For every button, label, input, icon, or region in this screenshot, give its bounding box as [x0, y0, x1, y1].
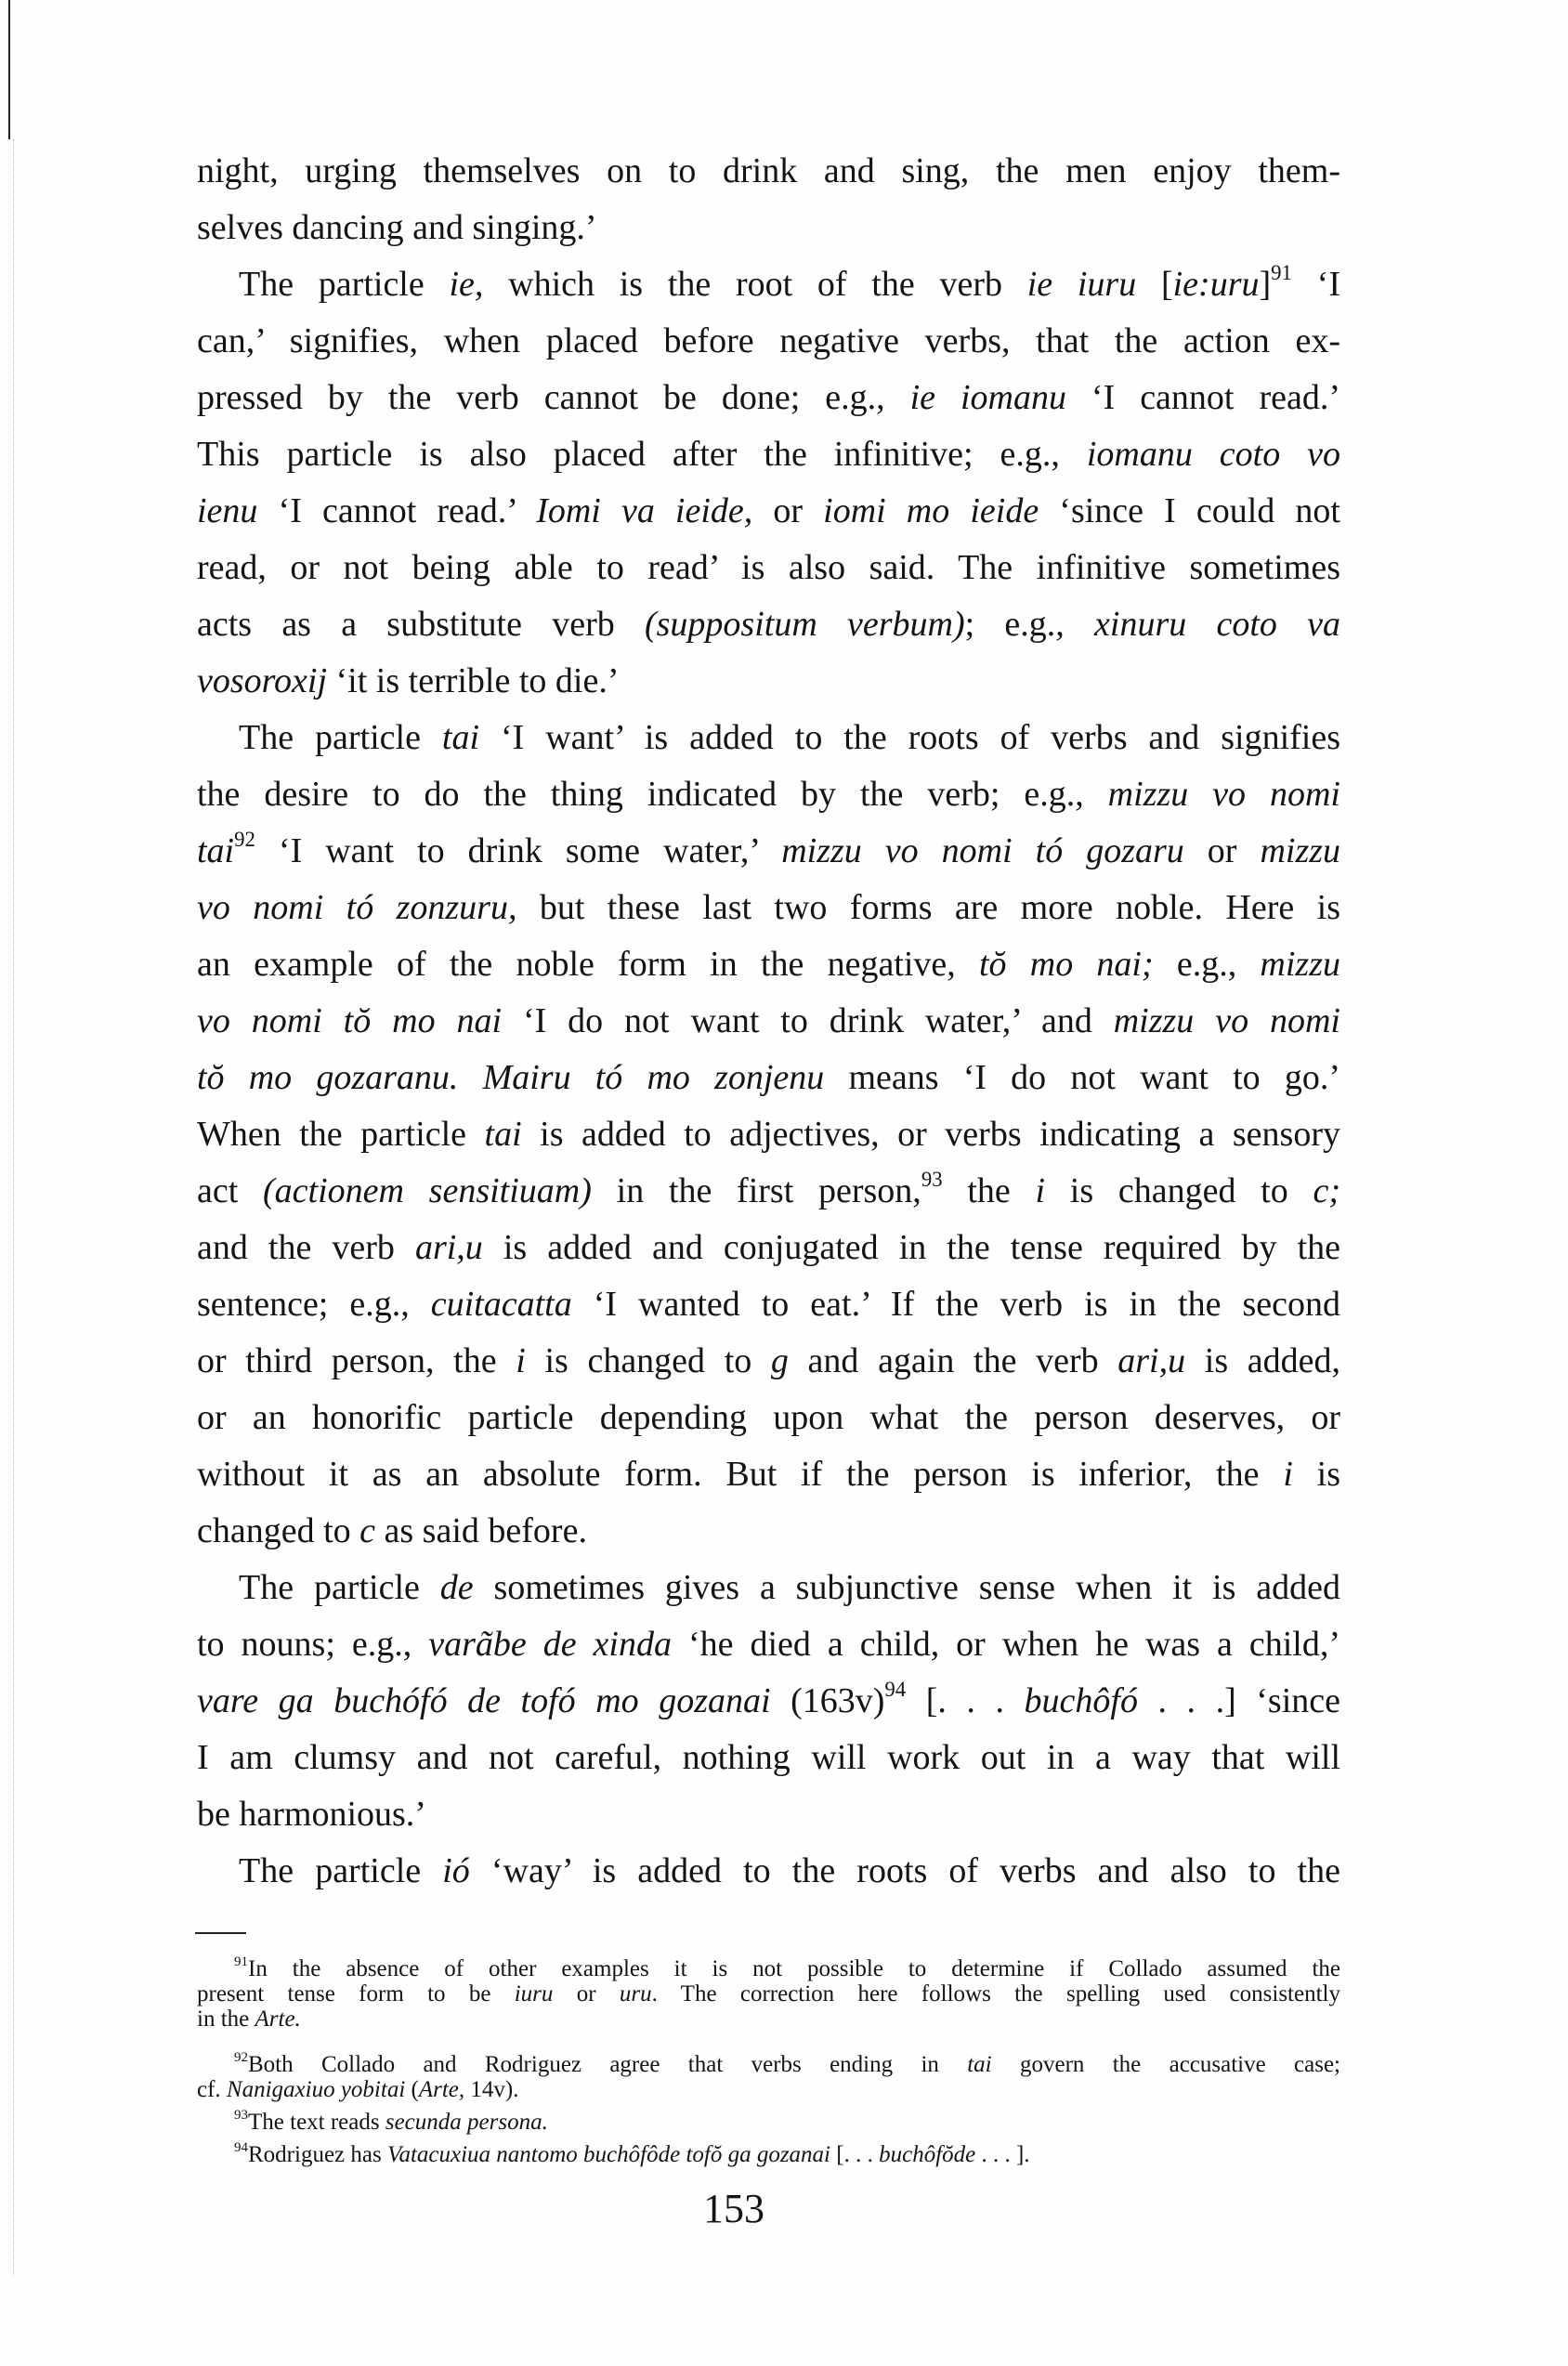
text-run: In the absence of other examples it is not possible to determine if Collado assumed the — [248, 1956, 1340, 1981]
footnote-reference: 93 — [921, 1167, 943, 1191]
text-line — [197, 256, 1340, 313]
text-run: [ — [1136, 265, 1173, 304]
text-run: ‘I wanted to eat.’ If the verb is in the second — [571, 1285, 1340, 1324]
italic-term: ie:uru — [1172, 265, 1260, 304]
text-line — [197, 1503, 1340, 1560]
text-run: The particle — [239, 718, 442, 757]
italic-term: Nanigaxiuo yobitai — [226, 2077, 406, 2102]
text-line — [197, 426, 1340, 483]
footnote-line — [197, 2007, 1340, 2032]
italic-term: ió — [442, 1851, 470, 1890]
text-run: The particle — [239, 1851, 443, 1890]
text-run: in the — [197, 2007, 255, 2032]
text-run: sometimes gives a subjunctive sense when it is added — [473, 1568, 1340, 1607]
text-line — [197, 936, 1340, 993]
italic-term: (suppositum verbum) — [644, 605, 965, 644]
italic-term: i — [1283, 1455, 1293, 1494]
text-line — [197, 1333, 1340, 1390]
text-run: Rodriguez has — [248, 2142, 387, 2167]
italic-term: tai — [441, 718, 480, 757]
italic-term: ie, — [449, 265, 484, 304]
text-run: e.g., — [1153, 945, 1261, 984]
text-line — [197, 1220, 1340, 1276]
text-line — [197, 823, 1340, 880]
text-line — [197, 483, 1340, 540]
text-line — [197, 143, 1340, 200]
italic-term: cuitacatta — [430, 1285, 572, 1324]
text-run: ( — [405, 2077, 419, 2102]
text-run: is added and conjugated in the tense required by the — [482, 1228, 1340, 1267]
italic-term: iomanu coto vo — [1086, 435, 1340, 474]
text-line — [197, 1106, 1340, 1163]
italic-term: xinuru coto va — [1094, 605, 1340, 644]
text-run: present tense form to be — [197, 1981, 515, 2007]
text-line — [197, 1616, 1340, 1673]
text-run: . . . ]. — [975, 2142, 1030, 2167]
text-run: read, or not being able to read’ is also said. The infinitive sometimes — [197, 548, 1340, 587]
footnote-reference: 94 — [884, 1677, 907, 1701]
italic-term: mizzu vo nomi — [1113, 1001, 1340, 1040]
text-run: . . .] ‘since — [1137, 1681, 1341, 1720]
text-run: in the first person, — [591, 1171, 921, 1210]
footnote-line — [197, 1981, 1340, 2007]
text-run: pressed by the verb cannot be done; e.g., — [197, 378, 910, 417]
text-run: I am clumsy and not careful, nothing will work out in a way that will — [197, 1738, 1340, 1777]
text-run: or — [553, 1981, 620, 2007]
text-line — [197, 1276, 1340, 1333]
text-line — [197, 993, 1340, 1050]
text-run: but these last two forms are more noble. Here is — [516, 888, 1340, 927]
italic-term: c — [359, 1511, 376, 1550]
text-run: night, urging themselves on to drink and sing, the men enjoy them- — [197, 151, 1340, 190]
text-run: ‘I want’ is added to the roots of verbs and signifies — [479, 718, 1340, 757]
text-line — [197, 1730, 1340, 1786]
text-run: ‘way’ is added to the roots of verbs and also to the — [469, 1851, 1340, 1890]
text-run: or — [752, 491, 824, 530]
text-run: sentence; e.g., — [197, 1285, 431, 1324]
italic-term: iomi mo ieide — [823, 491, 1039, 530]
text-line — [197, 596, 1340, 653]
footnote-line — [197, 2077, 1340, 2102]
text-run: means ‘I do not want to go.’ — [824, 1058, 1340, 1097]
text-run: This particle is also placed after the infinitive; e.g., — [197, 435, 1087, 474]
italic-term: secunda persona. — [385, 2110, 548, 2135]
italic-term: vo nomi tó zonzuru, — [197, 888, 517, 927]
italic-term: de — [439, 1568, 474, 1607]
footnote-reference: 91 — [1271, 260, 1292, 284]
footnote-reference: 92 — [234, 827, 255, 851]
text-line — [197, 200, 1340, 256]
italic-term: mizzu — [1260, 831, 1341, 870]
text-run: 14v). — [464, 2077, 519, 2102]
text-run: ; e.g., — [964, 605, 1095, 644]
italic-term: vare ga buchófó de tofó mo gozanai — [197, 1681, 771, 1720]
italic-term: (actionem sensitiuam) — [263, 1171, 592, 1210]
text-line — [197, 880, 1340, 936]
text-run: ‘I cannot read.’ — [257, 491, 537, 530]
text-run: or an honorific particle depending upon what the person deserves, or — [197, 1398, 1340, 1437]
text-run: The particle — [239, 265, 450, 304]
text-line — [197, 710, 1340, 766]
text-run: is changed to — [1045, 1171, 1313, 1210]
text-run: . The correction here follows the spelling used consistently — [651, 1981, 1340, 2007]
text-run: act — [197, 1171, 264, 1210]
text-line — [197, 370, 1340, 426]
text-run: acts as a substitute verb — [197, 605, 645, 644]
text-line — [197, 653, 1340, 710]
italic-term: Iomi va ieide, — [536, 491, 753, 530]
text-run: the desire to do the thing indicated by the verb; e.g., — [197, 775, 1108, 814]
text-run: The text reads — [248, 2110, 385, 2135]
text-run: ‘I do not want to drink water,’ and — [502, 1001, 1114, 1040]
text-run: is — [1292, 1455, 1340, 1494]
text-line — [197, 1050, 1340, 1106]
italic-term: g — [770, 1341, 789, 1380]
text-run: govern the accusative case; — [991, 2052, 1340, 2077]
footnote-line — [197, 2107, 1340, 2135]
footnote-line — [197, 2049, 1340, 2077]
text-run: or third person, the — [197, 1341, 516, 1380]
footnote-reference: 93 — [234, 2107, 248, 2123]
text-line — [197, 313, 1340, 370]
text-run: ‘he died a child, or when he was a child,’ — [672, 1625, 1341, 1664]
italic-term: Vatacuxiua nantomo buchôfôde tofŏ ga gozanai — [386, 2142, 831, 2167]
text-line — [197, 1843, 1340, 1900]
text-run: cf. — [197, 2077, 227, 2102]
text-run: the — [942, 1171, 1036, 1210]
italic-term: tai — [967, 2052, 992, 2077]
italic-term: ari,u — [414, 1228, 483, 1267]
text-run: ] — [1259, 265, 1272, 304]
text-run: [. . . — [906, 1681, 1025, 1720]
italic-term: ienu — [197, 491, 258, 530]
page-number: 153 — [703, 2186, 764, 2231]
italic-term: mizzu — [1260, 945, 1340, 984]
text-line — [197, 1446, 1340, 1503]
italic-term: vo nomi tŏ mo nai — [197, 1001, 503, 1040]
text-line — [197, 1560, 1340, 1616]
footnote-reference: 91 — [234, 1954, 248, 1969]
text-run: is added to adjectives, or verbs indicating a sensory — [521, 1115, 1340, 1154]
text-line — [197, 766, 1340, 823]
text-run: as said before. — [375, 1511, 587, 1550]
text-run: (163v) — [770, 1681, 885, 1720]
text-line — [197, 1163, 1340, 1220]
text-run: is added, — [1185, 1341, 1340, 1380]
footnote-separator — [195, 1932, 246, 1934]
italic-term: ie iuru — [1026, 265, 1137, 304]
italic-term: uru — [619, 1981, 652, 2007]
text-run: changed to — [197, 1511, 360, 1550]
text-run: or — [1183, 831, 1261, 870]
italic-term: mizzu vo nomi — [1107, 775, 1340, 814]
italic-term: tai — [197, 831, 235, 870]
italic-term: tŏ mo gozaranu. Mairu tó mo zonjenu — [197, 1058, 825, 1097]
footnote-reference: 92 — [234, 2049, 248, 2065]
text-run: ‘I — [1291, 265, 1340, 304]
italic-term: ie iomanu — [909, 378, 1066, 417]
text-run: be harmonious.’ — [197, 1795, 426, 1834]
body-text — [197, 143, 1340, 1900]
text-run: without it as an absolute form. But if the person is inferior, the — [197, 1455, 1284, 1494]
text-run: ‘since I could not — [1039, 491, 1340, 530]
text-run: and the verb — [197, 1228, 415, 1267]
italic-term: varãbe de xinda — [428, 1625, 672, 1664]
text-run: is changed to — [525, 1341, 771, 1380]
text-run: When the particle — [197, 1115, 485, 1154]
italic-term: c; — [1313, 1171, 1340, 1210]
italic-term: i — [1035, 1171, 1046, 1210]
text-run: and again the verb — [788, 1341, 1118, 1380]
italic-term: iuru — [514, 1981, 554, 2007]
text-run: The particle — [239, 1568, 440, 1607]
text-run: selves dancing and singing.’ — [197, 208, 597, 247]
text-run: ‘it is terrible to die.’ — [327, 661, 620, 700]
text-line — [197, 1786, 1340, 1843]
footnote-line — [197, 2139, 1340, 2167]
footnote-reference: 94 — [234, 2139, 248, 2155]
text-line — [197, 1673, 1340, 1730]
italic-term: tŏ mo nai; — [979, 945, 1154, 984]
text-run: can,’ signifies, when placed before negative verbs, that the action ex- — [197, 321, 1340, 360]
footnotes — [197, 1956, 1340, 2167]
text-run: to nouns; e.g., — [197, 1625, 429, 1664]
italic-term: tai — [484, 1115, 522, 1154]
text-run: an example of the noble form in the negative, — [197, 945, 979, 984]
footnote-line — [197, 1956, 1340, 1981]
text-run: ‘I cannot read.’ — [1065, 378, 1340, 417]
italic-term: buchôfó — [1024, 1681, 1138, 1720]
italic-term: ari,u — [1117, 1341, 1186, 1380]
italic-term: mizzu vo nomi tó gozaru — [781, 831, 1184, 870]
italic-term: i — [516, 1341, 526, 1380]
italic-term: vosoroxij — [197, 661, 328, 700]
text-line — [197, 540, 1340, 596]
italic-term: Arte. — [255, 2007, 301, 2032]
text-line — [197, 1390, 1340, 1446]
italic-term: Arte, — [418, 2077, 465, 2102]
text-run: which is the root of the verb — [483, 265, 1027, 304]
text-run: [. . . — [830, 2142, 880, 2167]
italic-term: buchôfŏde — [879, 2142, 976, 2167]
scan-binding-shadow — [13, 139, 14, 2276]
text-run: ‘I want to drink some water,’ — [255, 831, 782, 870]
text-run: Both Collado and Rodriguez agree that verbs ending in — [248, 2052, 968, 2077]
scan-edge-mark — [8, 0, 10, 139]
